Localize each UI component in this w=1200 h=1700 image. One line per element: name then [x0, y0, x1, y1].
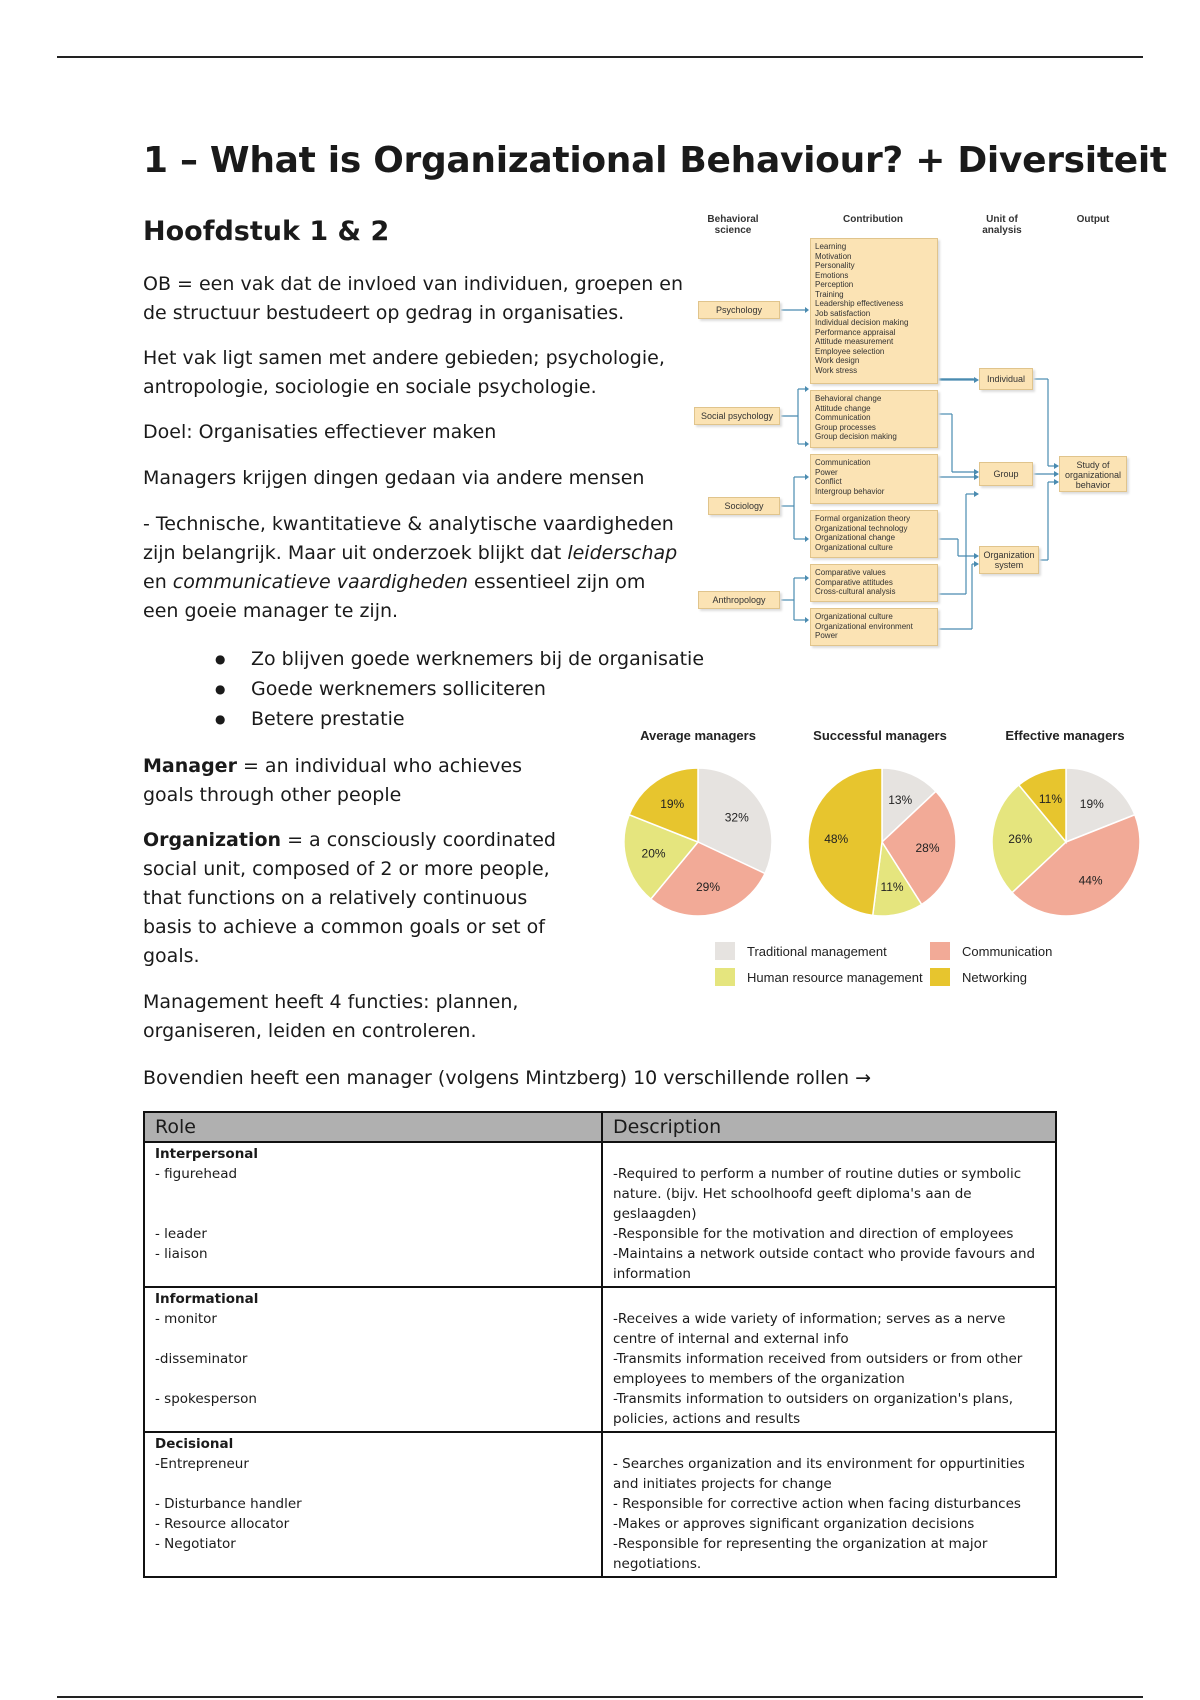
unit-group: Group — [979, 462, 1033, 486]
pie-data-label: 19% — [1079, 797, 1104, 812]
pie-charts-svg — [600, 764, 1170, 924]
column-header-description: Description — [602, 1112, 1056, 1142]
list-item: ● Betere prestatie — [215, 704, 704, 734]
table-row — [144, 1432, 1056, 1577]
section-heading: Hoofdstuk 1 & 2 — [143, 216, 390, 247]
pie-data-label: 11% — [880, 879, 904, 894]
table-row — [144, 1142, 1056, 1287]
legend-hrm: Human resource management — [715, 968, 923, 986]
pie-data-label: 32% — [724, 810, 749, 825]
unit-organization-system: Organization system — [979, 546, 1039, 574]
legend-swatch — [930, 942, 950, 960]
desc-cell-interpersonal: -Required to perform a number of routine duties or symbolic nature. (bijv. Het schoolhoofd geeft diploma's aan de geslaagden) -Responsible for the motivation and direction of employees -Maintains a network outside contact who provide favours and information — [602, 1142, 1056, 1287]
roles-cell-informational: Informational - monitor -disseminator - spokesperson — [144, 1287, 602, 1432]
list-item: ● Zo blijven goede werknemers bij de organisatie — [215, 644, 704, 674]
contribution-psychology: Learning Motivation Personality Emotions Perception Training Leadership effectiveness Job satisfaction Individual decision making Performance appraisal Attitude measurement Employee selection Work design Work stress — [810, 238, 938, 384]
science-sociology: Sociology — [708, 497, 780, 515]
pie-data-label: 11% — [1038, 791, 1063, 806]
legend-networking: Networking — [930, 968, 1027, 986]
legend-traditional: Traditional management — [715, 942, 887, 960]
column-header-role: Role — [144, 1112, 602, 1142]
diagram-header-contribution: Contribution — [843, 214, 903, 225]
diagram-header-output: Output — [1076, 214, 1110, 225]
table-header-row — [144, 1112, 1056, 1142]
legend-swatch — [715, 968, 735, 986]
manager-activities-charts — [600, 718, 1170, 998]
pie-data-label: 13% — [888, 792, 913, 807]
diagram-header-unit: Unit of analysis — [982, 214, 1022, 236]
managers-text: Managers krijgen dingen gedaan via andere mensen — [143, 467, 645, 489]
pie-title-successful: Successful managers — [813, 728, 947, 743]
legend-swatch — [930, 968, 950, 986]
pie-data-label: 28% — [915, 840, 940, 855]
management-functions: Management heeft 4 functies: plannen, organiseren, leiden en controleren. — [143, 991, 519, 1042]
contribution-social-psychology: Behavioral change Attitude change Communication Group processes Group decision making — [810, 390, 938, 448]
page-title: 1 – What is Organizational Behaviour? + Diversiteit — [143, 140, 1167, 181]
pie-title-effective: Effective managers — [1005, 728, 1125, 743]
output-study-of-ob: Study of organizational behavior — [1059, 456, 1127, 492]
manager-definition: Manager = an individual who achieves goals through other people — [143, 755, 523, 806]
organization-definition: Organization = a consciously coordinated social unit, composed of 2 or more people, that functions on a relatively continuous basis to achieve a common goals or set of goals. — [143, 829, 556, 967]
pie-data-label: 19% — [660, 797, 685, 812]
pie-data-label: 44% — [1078, 873, 1103, 888]
roles-cell-decisional: Decisional -Entrepreneur - Disturbance handler - Resource allocator - Negotiator — [144, 1432, 602, 1577]
science-social-psychology: Social psychology — [694, 407, 780, 425]
related-fields: Het vak ligt samen met andere gebieden; psychologie, antropologie, sociologie en sociale psychologie. — [143, 347, 665, 398]
contribution-anthropology-b: Organizational culture Organizational environment Power — [810, 608, 938, 646]
unit-individual: Individual — [979, 368, 1033, 390]
desc-cell-decisional: - Searches organization and its environment for oppurtinities and initiates projects for change - Responsible for corrective action when facing disturbances -Makes or approves significant organization decisions -Responsible for representing the organization at major negotiations. — [602, 1432, 1056, 1577]
pie-data-label: 20% — [641, 846, 666, 861]
diagram-header-science: Behavioral science — [707, 214, 759, 236]
pie-data-label: 48% — [824, 832, 849, 847]
legend-swatch — [715, 942, 735, 960]
legend-communication: Communication — [930, 942, 1052, 960]
ob-contributions-diagram — [688, 204, 1158, 654]
desc-cell-informational: -Receives a wide variety of information; serves as a nerve centre of internal and external info -Transmits information received from outsiders or from other employees to members of the organization -Transmits information to outsiders on organization's plans, policies, actions and results — [602, 1287, 1056, 1432]
science-anthropology: Anthropology — [698, 591, 780, 609]
contribution-sociology-a: Communication Power Conflict Intergroup behavior — [810, 454, 938, 504]
mintzberg-intro: Bovendien heeft een manager (volgens Mintzberg) 10 verschillende rollen → — [143, 1067, 872, 1089]
goal-text: Doel: Organisaties effectiever maken — [143, 421, 497, 443]
contribution-anthropology-a: Comparative values Comparative attitudes Cross-cultural analysis — [810, 564, 938, 602]
science-psychology: Psychology — [698, 301, 780, 319]
contribution-sociology-b: Formal organization theory Organizational technology Organizational change Organizational culture — [810, 510, 938, 558]
table-row — [144, 1287, 1056, 1432]
ob-definition: OB = een vak dat de invloed van individuen, groepen en de structuur bestudeert op gedrag in organisaties. — [143, 273, 684, 324]
pie-data-label: 29% — [695, 879, 721, 894]
pie-title-average: Average managers — [640, 728, 756, 743]
skills-text: - Technische, kwantitatieve & analytische vaardigheden zijn belangrijk. Maar uit onderzoek blijkt dat leiderschap en communicatieve vaardigheden essentieel zijn om een goeie manager te zijn. — [143, 513, 678, 622]
mintzberg-roles-table — [143, 1111, 1057, 1578]
list-item: ● Goede werknemers solliciteren — [215, 674, 704, 704]
bottom-rule — [57, 1696, 1143, 1698]
top-rule — [57, 56, 1143, 58]
roles-cell-interpersonal: Interpersonal - figurehead - leader - liaison — [144, 1142, 602, 1287]
pie-data-label: 26% — [1008, 832, 1033, 847]
